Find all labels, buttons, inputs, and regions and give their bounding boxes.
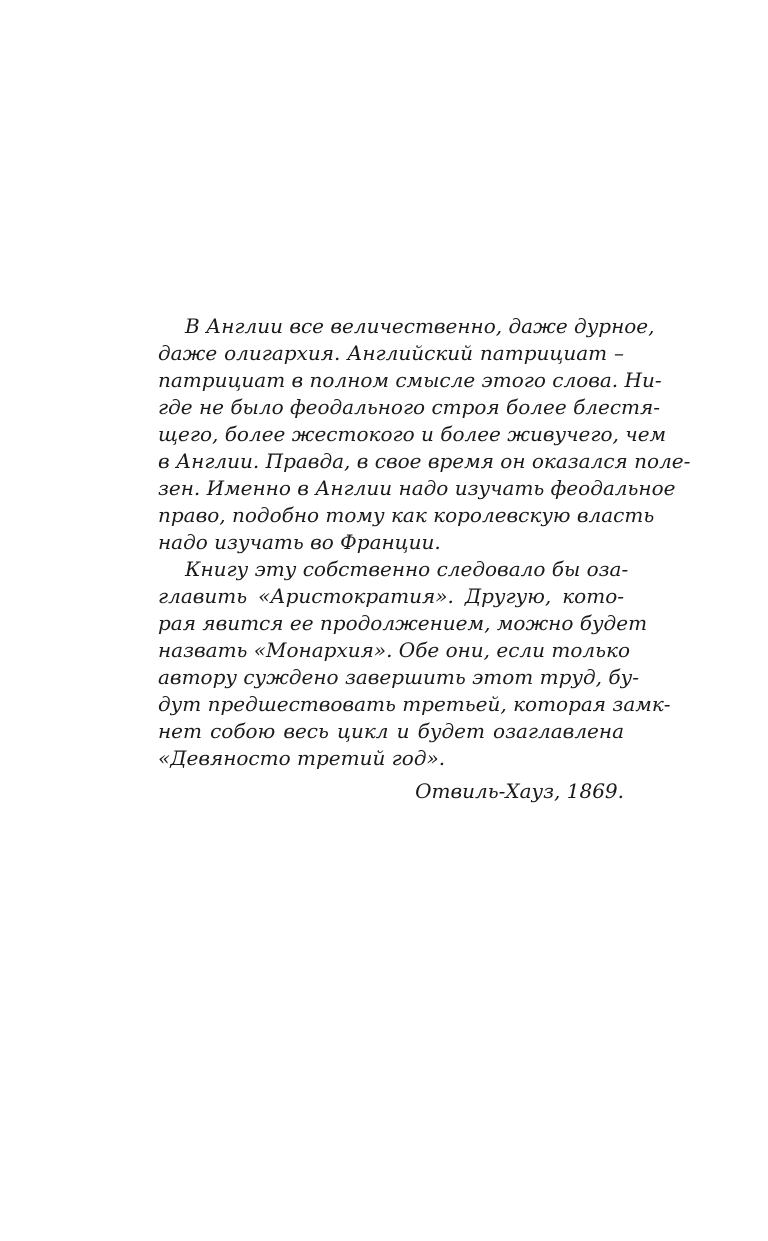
text-line: зен. Именно в Англии надо изучать феодальное xyxy=(158,476,676,500)
text-line: право, подобно тому как королевскую власть xyxy=(158,503,655,527)
text-line: дут предшествовать третьей, которая замк- xyxy=(158,692,671,716)
text-line: даже олигархия. Английский патрициат – xyxy=(158,341,624,365)
text-line: щего, более жестокого и более живучего, чем xyxy=(158,422,667,446)
paragraph-2 xyxy=(158,556,671,772)
text-line: где не было феодального строя более блестя- xyxy=(158,395,661,419)
text-line: надо изучать во Франции. xyxy=(158,530,441,554)
text-line: главить «Аристократия». Другую, кото- xyxy=(158,584,624,608)
text-line: назвать «Монархия». Обе они, если только xyxy=(158,638,631,662)
preface-text xyxy=(158,313,691,805)
text-line: рая явится ее продолжением, можно будет xyxy=(158,611,648,635)
paragraph-1 xyxy=(158,313,691,556)
text-line: в Англии. Правда, в свое время он оказался поле- xyxy=(158,449,691,473)
text-line: автору суждено завершить этот труд, бу- xyxy=(158,665,639,689)
text-line: Книгу эту собственно следовало бы оза- xyxy=(185,557,629,581)
text-line: нет собою весь цикл и будет озаглавлена xyxy=(158,719,624,743)
text-line: «Девяносто третий год». xyxy=(158,746,446,770)
text-line: В Англии все величественно, даже дурное, xyxy=(185,314,655,338)
text-line: патрициат в полном смысле этого слова. Ни- xyxy=(158,368,662,392)
signature: Отвиль-Хауз, 1869. xyxy=(415,779,624,803)
